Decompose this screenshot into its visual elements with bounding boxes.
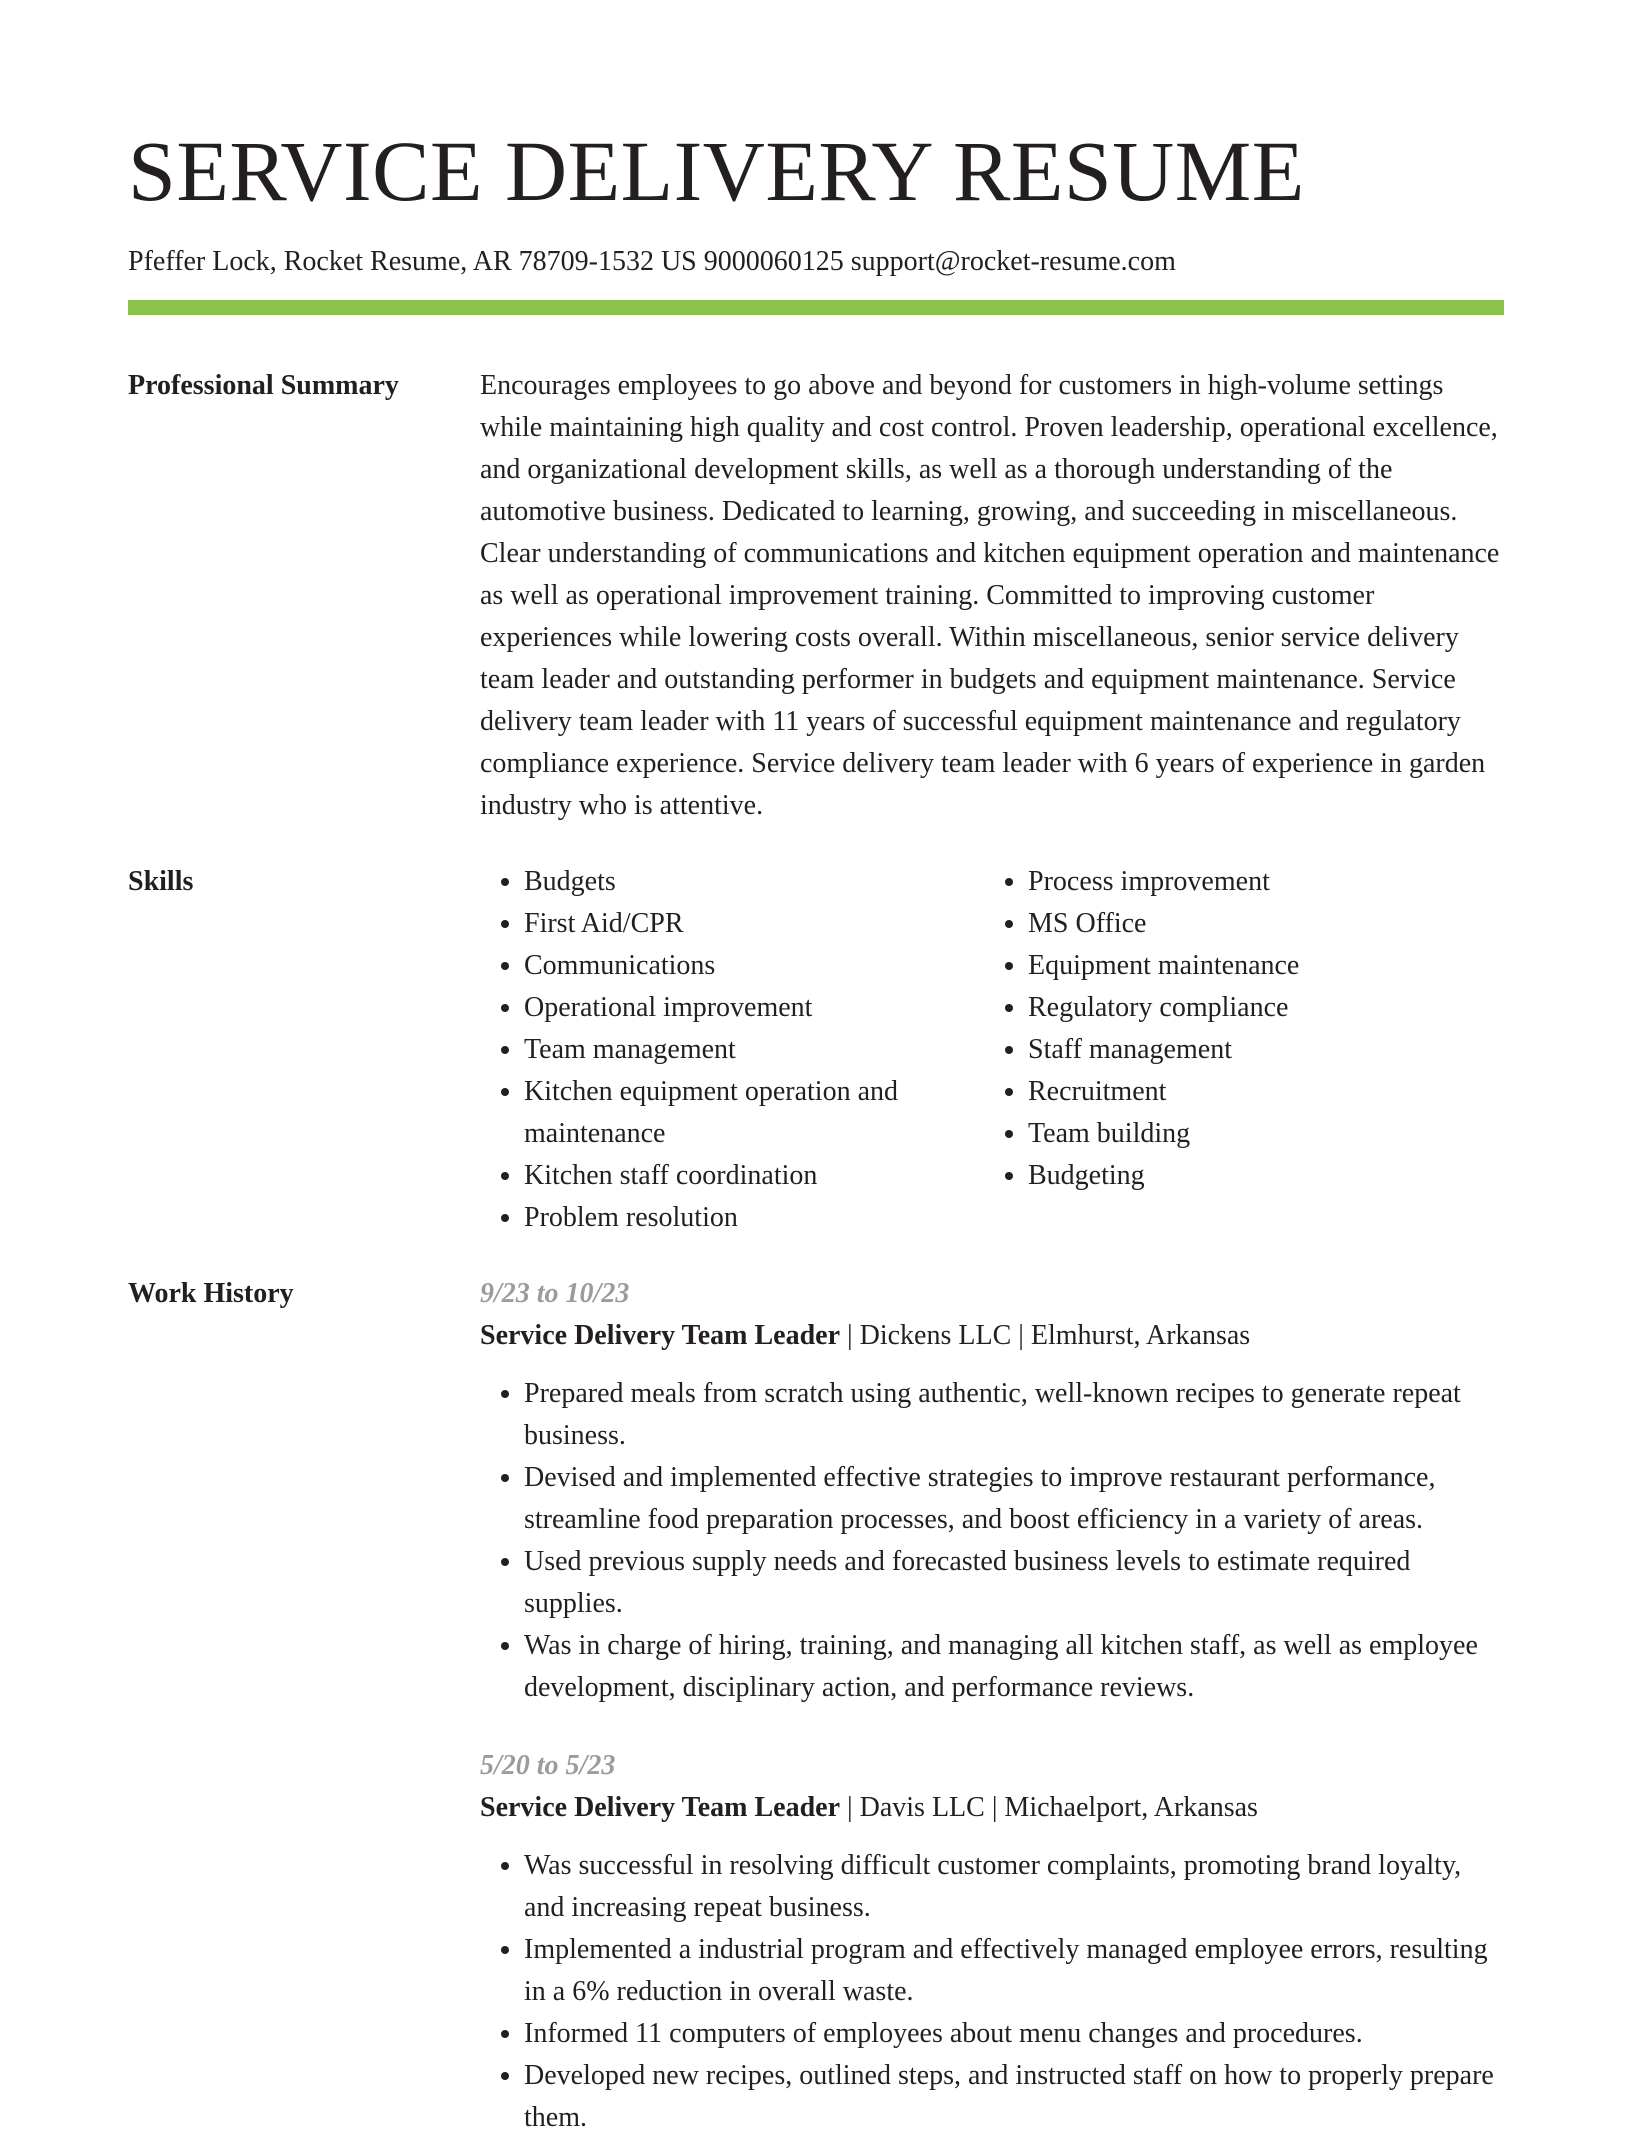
skill-item: • MS Office <box>1028 903 1488 945</box>
job-bullet: • Implemented a industrial program and effectively managed employee errors, resulting in a 6% reduction in overall waste. <box>524 1929 1504 2013</box>
job-title: Service Delivery Team Leader <box>480 1320 841 1351</box>
accent-divider <box>128 300 1504 315</box>
job-dates: 9/23 to 10/23 <box>480 1278 630 1309</box>
summary-section <box>128 365 1504 827</box>
contact-info: Pfeffer Lock, Rocket Resume, AR 78709-1532 US 9000060125 support@rocket-resume.com <box>128 246 1176 277</box>
job-bullet: • Used previous supply needs and forecasted business levels to estimate required supplies. <box>524 1541 1504 1625</box>
skills-list-left <box>480 861 984 1239</box>
skill-item: • Equipment maintenance <box>1028 945 1488 987</box>
skill-item: • Problem resolution <box>524 1197 984 1239</box>
skill-item: • Team building <box>1028 1113 1488 1155</box>
skill-item: • Budgets <box>524 861 984 903</box>
skill-item: • Operational improvement <box>524 987 984 1029</box>
skills-heading: Skills <box>128 866 194 897</box>
skill-item: • Kitchen equipment operation and maintenance <box>524 1071 984 1155</box>
skill-item: • Staff management <box>1028 1029 1488 1071</box>
job-dates: 5/20 to 5/23 <box>480 1750 616 1781</box>
work-history-section <box>128 1273 1504 2139</box>
job-employer-location: | Davis LLC | Michaelport, Arkansas <box>840 1792 1258 1823</box>
job-bullet-list <box>480 1845 1504 2139</box>
skill-item: • Recruitment <box>1028 1071 1488 1113</box>
job-title: Service Delivery Team Leader <box>480 1792 841 1823</box>
skill-item: • Kitchen staff coordination <box>524 1155 984 1197</box>
skill-item: • Process improvement <box>1028 861 1488 903</box>
job-bullet: • Was in charge of hiring, training, and managing all kitchen staff, as well as employee development, disciplinary action, and performance reviews. <box>524 1625 1504 1709</box>
job-bullet: • Devised and implemented effective strategies to improve restaurant performance, streamline food preparation processes, and boost efficiency in a variety of areas. <box>524 1457 1504 1541</box>
skill-item: • Regulatory compliance <box>1028 987 1488 1029</box>
job-bullet: • Was successful in resolving difficult customer complaints, promoting brand loyalty, and increasing repeat business. <box>524 1845 1504 1929</box>
skills-section <box>128 861 1504 1239</box>
resume-page <box>128 0 1504 2139</box>
skill-item: • Team management <box>524 1029 984 1071</box>
skill-item: • First Aid/CPR <box>524 903 984 945</box>
job-header <box>480 1315 1504 1357</box>
job-employer-location: | Dickens LLC | Elmhurst, Arkansas <box>840 1320 1251 1351</box>
skill-item: • Communications <box>524 945 984 987</box>
summary-heading: Professional Summary <box>128 370 399 401</box>
job-bullet: • Developed new recipes, outlined steps, and instructed staff on how to properly prepare them. <box>524 2055 1504 2139</box>
summary-text: Encourages employees to go above and beyond for customers in high-volume settings while maintaining high quality and cost control. Proven leadership, operational excellence, and organizational development skills, as well as a thorough understanding of the automotive business. Dedicated to learning, growing, and succeeding in miscellaneous. Clear understanding of communications and kitchen equipment operation and maintenance as well as operational improvement training. Committed to improving customer experiences while lowering costs overall. Within miscellaneous, senior service delivery team leader and outstanding performer in budgets and equipment maintenance. Service delivery team leader with 11 years of successful equipment maintenance and regulatory compliance experience. Service delivery team leader with 6 years of experience in garden industry who is attentive. <box>480 370 1500 821</box>
skill-item: • Budgeting <box>1028 1155 1488 1197</box>
job-bullet-list <box>480 1373 1504 1709</box>
job-bullet: • Prepared meals from scratch using authentic, well-known recipes to generate repeat business. <box>524 1373 1504 1457</box>
skills-list-right <box>984 861 1488 1239</box>
job-bullet: • Informed 11 computers of employees about menu changes and procedures. <box>524 2013 1504 2055</box>
resume-title: SERVICE DELIVERY RESUME <box>128 123 1305 219</box>
job-entry <box>480 1273 1504 1709</box>
work-history-heading: Work History <box>128 1278 294 1309</box>
job-header <box>480 1787 1504 1829</box>
job-entry <box>480 1745 1504 2139</box>
